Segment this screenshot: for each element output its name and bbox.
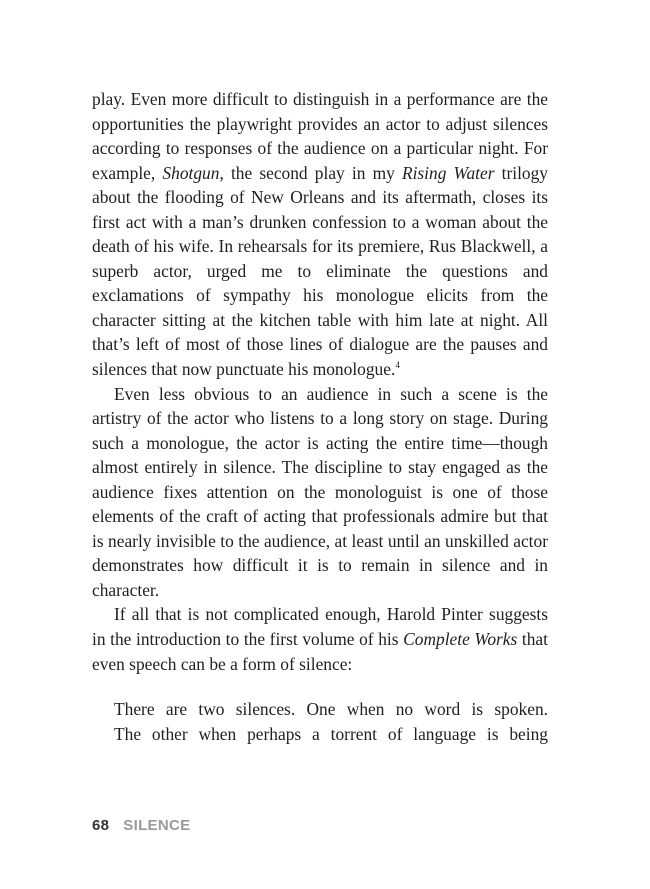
page-number: 68 <box>92 817 110 834</box>
quote-line: The other when perhaps a torrent of language is being <box>114 723 548 744</box>
page-body <box>92 87 548 746</box>
page-footer <box>92 817 190 834</box>
paragraph-3-text: that even speech can be a form of silence: <box>92 629 548 674</box>
paragraph-1-text: trilogy about the flooding of New Orleans and its aftermath, closes its first act with a man’s drunken confession to a woman about the death of his wife. In rehearsals for its premiere, Rus Blackwell, a superb actor, urged me to eliminate the questions and exclamations of sympathy his monologue elicits from the character sitting at the kitchen table with him late at night. All that’s left of most of those lines of dialogue are the pauses and silences that now punctuate his monologue. <box>92 162 548 380</box>
paragraph-2 <box>92 382 548 603</box>
paragraph-1 <box>92 87 548 382</box>
quote-line: There are two silences. One when no word is spoken. <box>114 699 548 720</box>
trilogy-title-rising-water: Rising Water <box>401 162 495 183</box>
footnote-reference[interactable]: 4 <box>395 360 400 371</box>
paragraph-1-text: , the second play in my <box>219 162 402 183</box>
paragraph-1-text: play. Even more difficult to distinguish in a performance are the opportunities the playwright provides an actor to adjust silences according to responses of the audience on a particular night. For example, <box>92 89 548 183</box>
paragraph-3 <box>92 602 548 676</box>
book-title-complete-works: Complete Works <box>403 629 518 650</box>
play-title-shotgun: Shotgun <box>162 162 220 183</box>
pinter-quote <box>92 697 548 746</box>
paragraph-3-text: If all that is not complicated enough, Harold Pinter suggests in the introduction to the first volume of his <box>92 604 548 650</box>
paragraph-2-text: Even less obvious to an audience in such a scene is the artistry of the actor who listens to a long story on stage. During such a monologue, the actor is acting the entire time—though almost entirely in silence. The discipline to stay engaged as the audience fixes attention on the monologuist is one of those elements of the craft of acting that professionals admire but that is nearly invisible to the audience, at least until an unskilled actor demonstrates how difficult it is to remain in silence and in character. <box>92 383 548 600</box>
running-head: SILENCE <box>123 817 191 834</box>
